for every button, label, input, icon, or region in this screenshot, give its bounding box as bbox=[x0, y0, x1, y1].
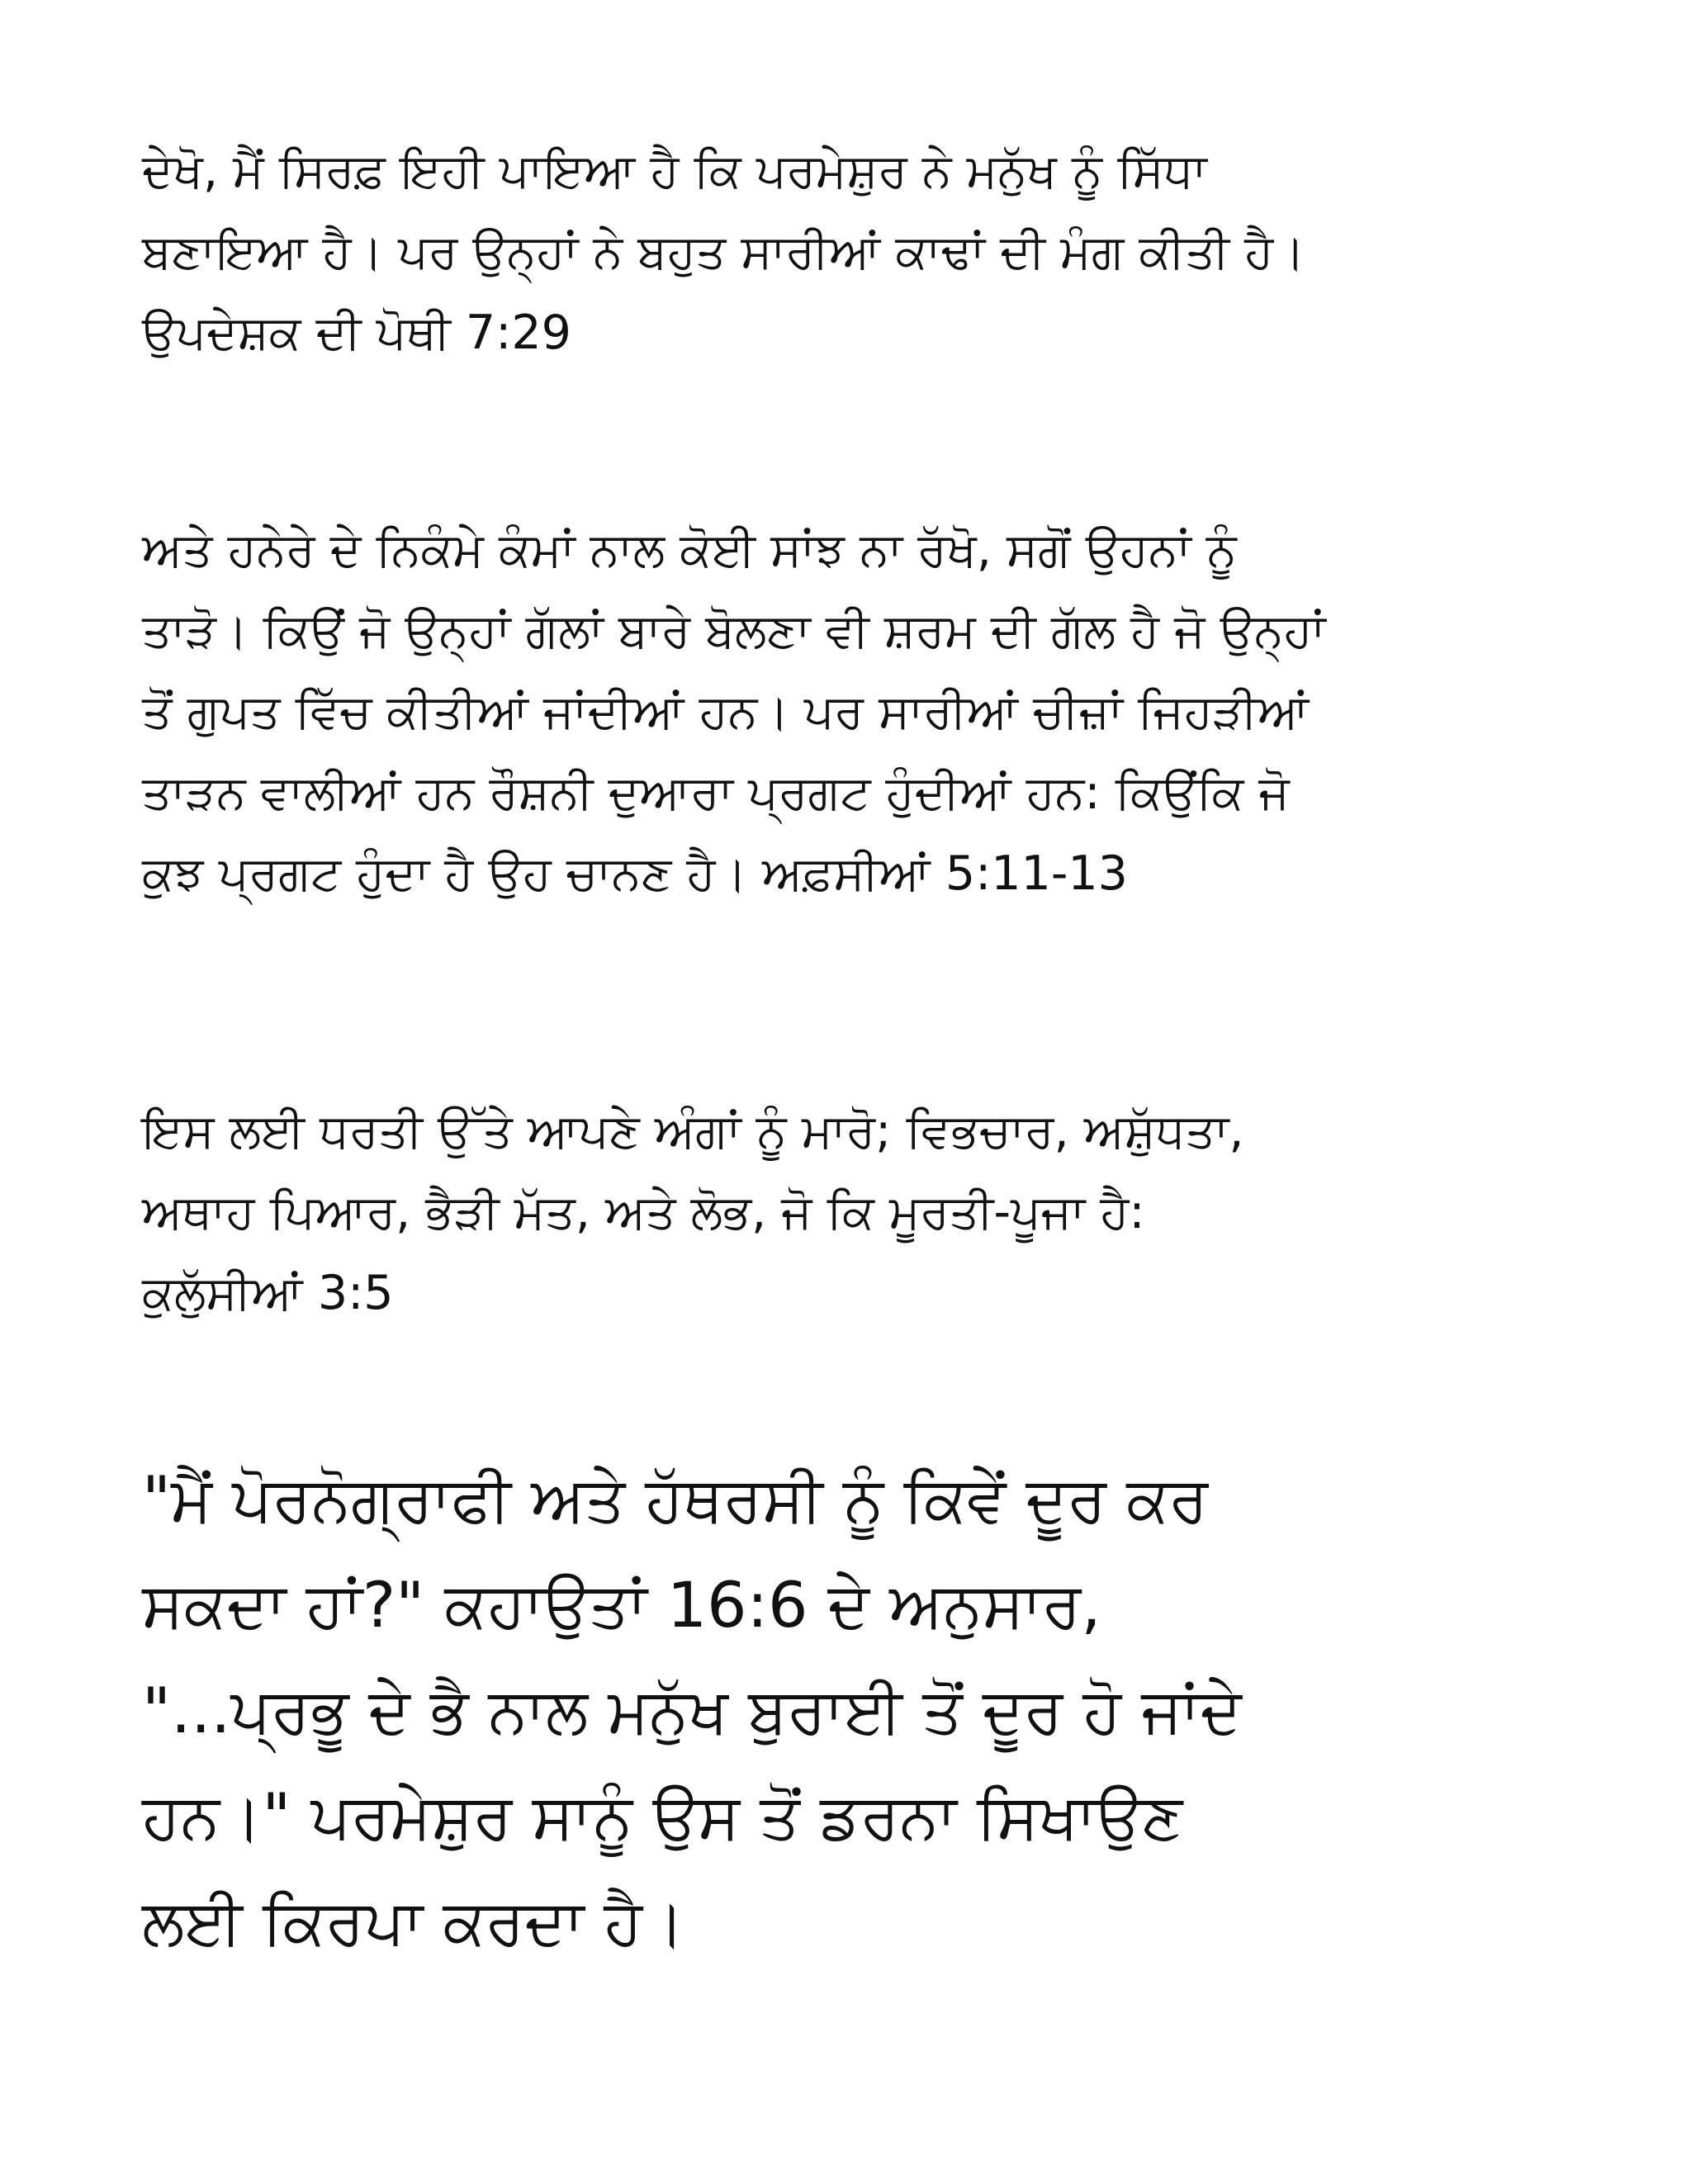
closing-line: "...ਪ੍ਰਭੂ ਦੇ ਭੈ ਨਾਲ ਮਨੁੱਖ ਬੁਰਾਈ ਤੋਂ ਦੂਰ ਹੋ ਜਾਂਦੇ bbox=[142, 1674, 1242, 1747]
closing-line: ਲਈ ਕਿਰਪਾ ਕਰਦਾ ਹੈ। bbox=[142, 1885, 685, 1959]
verse-line: ਬਣਾਇਆ ਹੈ। ਪਰ ਉਨ੍ਹਾਂ ਨੇ ਬਹੁਤ ਸਾਰੀਆਂ ਕਾਢਾਂ ਦੀ ਮੰਗ ਕੀਤੀ ਹੈ। bbox=[142, 225, 1305, 279]
verse-colossians-3-5 bbox=[142, 1091, 1562, 1334]
closing-line: ਸਕਦਾ ਹਾਂ?" ਕਹਾਉਤਾਂ 16:6 ਦੇ ਅਨੁਸਾਰ, bbox=[142, 1568, 1101, 1642]
verse-ephesians-5-11-13 bbox=[142, 509, 1562, 914]
closing-line: ਹਨ।" ਪਰਮੇਸ਼ੁਰ ਸਾਨੂੰ ਉਸ ਤੋਂ ਡਰਨਾ ਸਿਖਾਉਣ bbox=[142, 1779, 1183, 1853]
closing-line: "ਮੈਂ ਪੋਰਨੋਗ੍ਰਾਫੀ ਅਤੇ ਹੱਥਰਸੀ ਨੂੰ ਕਿਵੇਂ ਦੂਰ ਕਰ bbox=[142, 1462, 1209, 1536]
verse-line: ਅਥਾਹ ਪਿਆਰ, ਭੈੜੀ ਮੱਤ, ਅਤੇ ਲੋਭ, ਜੋ ਕਿ ਮੂਰਤੀ-ਪੂਜਾ ਹੈ: bbox=[142, 1185, 1145, 1239]
verse-ecclesiastes-7-29 bbox=[142, 130, 1562, 373]
verse-reference: ਉਪਦੇਸ਼ਕ ਦੀ ਪੋਥੀ 7:29 bbox=[142, 306, 571, 360]
verse-line: ਕੁਝ ਪ੍ਰਗਟ ਹੁੰਦਾ ਹੈ ਉਹ ਚਾਨਣ ਹੈ। ਅਫ਼ਸੀਆਂ 5:11-13 bbox=[142, 846, 1128, 901]
verse-line: ਤੋਂ ਗੁਪਤ ਵਿੱਚ ਕੀਤੀਆਂ ਜਾਂਦੀਆਂ ਹਨ। ਪਰ ਸਾਰੀਆਂ ਚੀਜ਼ਾਂ ਜਿਹੜੀਆਂ bbox=[142, 685, 1310, 739]
verse-line: ਤਾੜੋ। ਕਿਉਂ ਜੋ ਉਨ੍ਹਾਂ ਗੱਲਾਂ ਬਾਰੇ ਬੋਲਣਾ ਵੀ ਸ਼ਰਮ ਦੀ ਗੱਲ ਹੈ ਜੋ ਉਨ੍ਹਾਂ bbox=[142, 604, 1326, 658]
closing-paragraph bbox=[142, 1447, 1562, 1975]
verse-line: ਦੇਖੋ, ਮੈਂ ਸਿਰਫ਼ ਇਹੀ ਪਾਇਆ ਹੈ ਕਿ ਪਰਮੇਸ਼ੁਰ ਨੇ ਮਨੁੱਖ ਨੂੰ ਸਿੱਧਾ bbox=[142, 144, 1207, 198]
verse-line: ਇਸ ਲਈ ਧਰਤੀ ਉੱਤੇ ਆਪਣੇ ਅੰਗਾਂ ਨੂੰ ਮਾਰੋ; ਵਿਭਚਾਰ, ਅਸ਼ੁੱਧਤਾ, bbox=[142, 1104, 1244, 1158]
verse-line: ਤਾੜਨ ਵਾਲੀਆਂ ਹਨ ਰੌਸ਼ਨੀ ਦੁਆਰਾ ਪ੍ਰਗਟ ਹੁੰਦੀਆਂ ਹਨ: ਕਿਉਂਕਿ ਜੋ bbox=[142, 765, 1290, 820]
verse-line: ਅਤੇ ਹਨੇਰੇ ਦੇ ਨਿਕੰਮੇ ਕੰਮਾਂ ਨਾਲ ਕੋਈ ਸਾਂਝ ਨਾ ਰੱਖੋ, ਸਗੋਂ ਉਹਨਾਂ ਨੂੰ bbox=[142, 523, 1237, 577]
verse-reference: ਕੁਲੁੱਸੀਆਂ 3:5 bbox=[142, 1266, 394, 1320]
